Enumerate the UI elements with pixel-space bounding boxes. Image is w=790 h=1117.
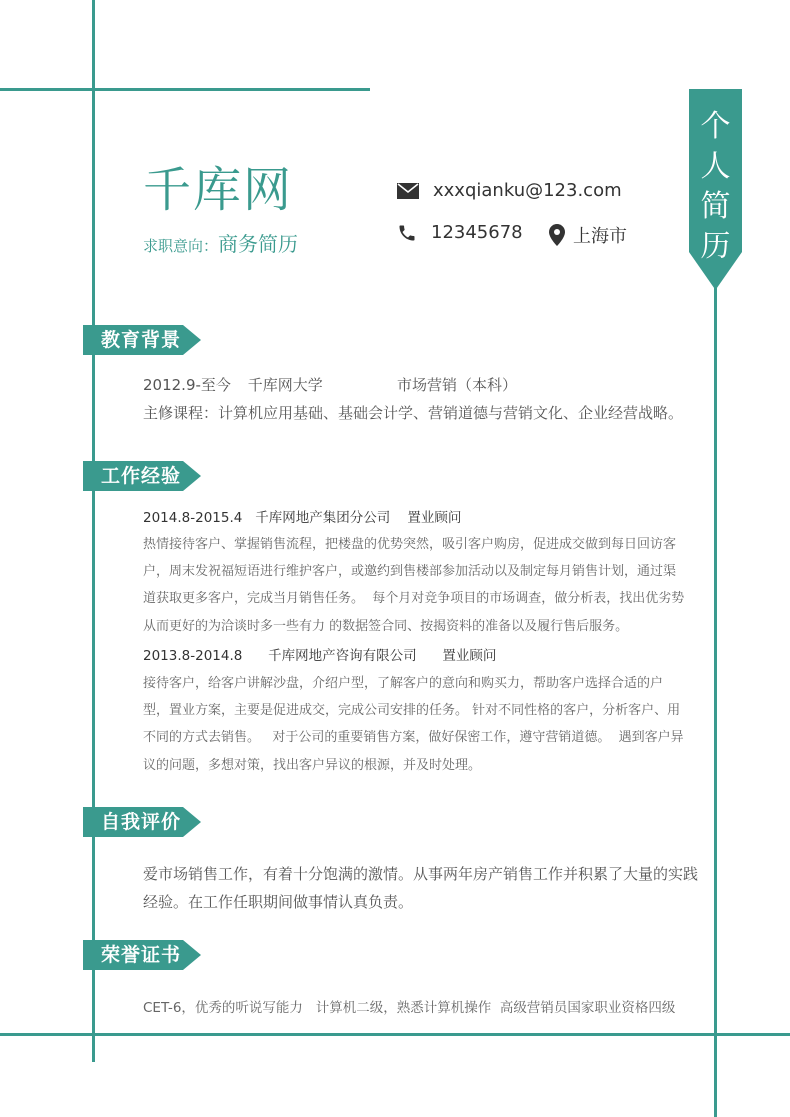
phone-icon	[397, 223, 417, 243]
self-eval-line: 经验。在工作任职期间做事情认真负责。	[143, 893, 414, 911]
left-vertical-rule	[92, 0, 95, 1062]
job-desc-line: 型，置业方案，主要是促进成交，完成公司安排的任务。 针对不同性格的客户，分析客户、用	[143, 703, 681, 718]
top-horizontal-rule	[0, 88, 370, 91]
location-pin-icon	[549, 224, 565, 246]
education-school: 千库网大学	[247, 376, 323, 394]
education-date: 2012.9-至今	[143, 376, 231, 394]
contact-phone	[397, 222, 523, 243]
job-intent	[143, 228, 298, 257]
section-honors-header	[83, 940, 203, 970]
resume-ribbon	[689, 89, 742, 290]
education-courses: 主修课程：计算机应用基础、基础会计学、营销道德与营销文化、企业经营战略。	[143, 404, 684, 422]
section-title: 工作经验	[101, 465, 182, 487]
job-intent-value: 商务简历	[218, 232, 299, 256]
bottom-horizontal-rule	[0, 1033, 790, 1036]
ribbon-char: 人	[700, 149, 731, 184]
ribbon-title	[689, 107, 742, 267]
section-title: 自我评价	[101, 811, 182, 833]
job-heading: 2014.8-2015.4 千库网地产集团分公司 置业顾问	[143, 510, 462, 526]
education-major: 市场营销（本科）	[397, 376, 518, 394]
section-self-eval-header	[83, 807, 203, 837]
contact-email	[397, 180, 622, 201]
contact-location	[549, 222, 627, 248]
mail-icon	[397, 183, 419, 199]
phone-text: 12345678	[431, 222, 523, 243]
job-desc-line: 不同的方式去销售。 对于公司的重要销售方案，做好保密工作，遵守营销道德。 遇到客户异	[143, 730, 684, 745]
email-text: xxxqianku@123.com	[433, 180, 622, 201]
section-work-header	[83, 461, 203, 491]
section-education-header	[83, 325, 203, 355]
right-vertical-rule	[714, 288, 717, 1117]
job-desc-line: 道获取更多客户，完成当月销售任务。 每个月对竞争项目的市场调查，做分析表，找出优劣势	[143, 591, 685, 606]
job-desc-line: 户，周末发祝福短语进行维护客户，或邀约到售楼部参加活动以及制定每月销售计划，通过渠	[143, 564, 677, 579]
job-heading: 2013.8-2014.8 千库网地产咨询有限公司 置业顾问	[143, 648, 497, 664]
ribbon-char: 简	[700, 189, 731, 224]
candidate-name: 千库网	[143, 162, 294, 218]
ribbon-char: 历	[700, 229, 731, 264]
self-eval-line: 爱市场销售工作，有着十分饱满的激情。从事两年房产销售工作并积累了大量的实践	[143, 865, 699, 883]
job-intent-label: 求职意向：	[143, 237, 219, 255]
job-desc-line: 从而更好的为洽谈时多一些有力 的数据签合同、按揭资料的准备以及履行售后服务。	[143, 619, 629, 634]
education-entry	[143, 374, 518, 395]
location-text: 上海市	[573, 226, 627, 247]
ribbon-char: 个	[700, 109, 731, 144]
section-title: 荣誉证书	[101, 944, 182, 966]
job-desc-line: 议的问题，多想对策，找出客户异议的根源，并及时处理。	[143, 758, 482, 773]
job-desc-line: 热情接待客户、掌握销售流程，把楼盘的优势突然，吸引客户购房，促进成交做到每日回访客	[143, 537, 677, 552]
job-desc-line: 接待客户，给客户讲解沙盘，介绍户型，了解客户的意向和购买力，帮助客户选择合适的户	[143, 676, 664, 691]
honors-text: CET-6，优秀的听说写能力 计算机二级，熟悉计算机操作 高级营销员国家职业资格四级	[143, 1000, 676, 1016]
section-title: 教育背景	[101, 329, 182, 351]
